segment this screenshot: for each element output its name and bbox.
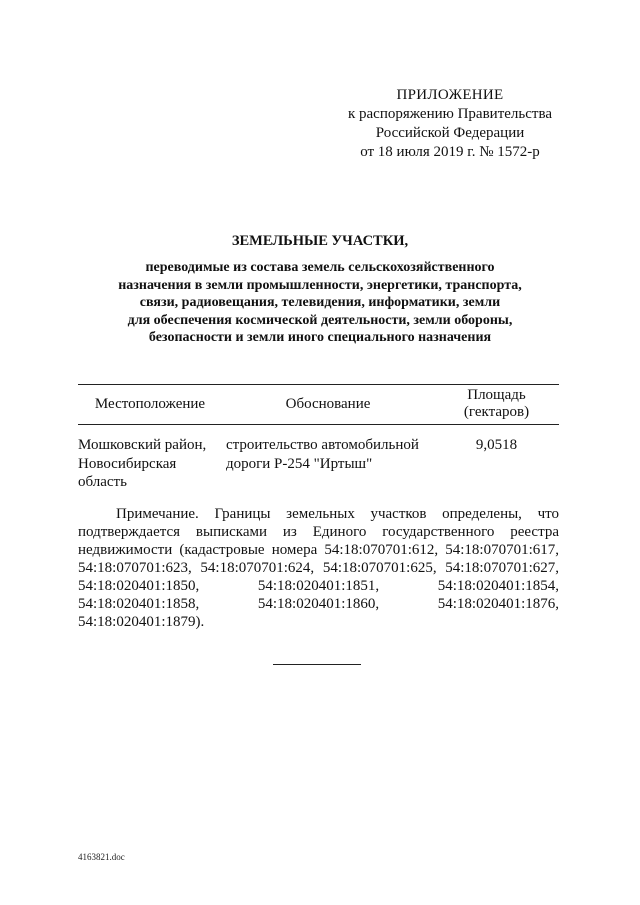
document-heading xyxy=(60,233,580,347)
file-name-footer: 4163821.doc xyxy=(78,852,125,862)
appendix-line-1: к распоряжению Правительства xyxy=(347,106,552,122)
basis-line-2: дороги Р-254 "Иртыш" xyxy=(226,455,373,472)
location-line-3: область xyxy=(78,474,127,490)
header-area-line-1: Площадь xyxy=(467,387,526,403)
heading-line-4: для обеспечения космической деятельности, земли обороны, xyxy=(127,312,513,328)
appendix-line-2: Российской Федерации xyxy=(375,125,525,141)
heading-line-3: связи, радиовещания, телевидения, информатики, земли xyxy=(139,295,501,310)
table-header-rule xyxy=(78,424,559,425)
cell-basis xyxy=(226,436,436,473)
note-paragraph: Примечание. Границы земельных участков определены, что подтверждается выписками из Единого государственного реестра недвижимости (кадастровые номера 54:18:070701:612, 54:18:070701:617, 54:18:070701:623, 54:18:070701:624, 54:18:070701:625, 54:18:070701:627, 54:18:020401:1850, 54:18:020401:1851, 54:18:020401:1854, 54:18:020401:1858, 54:18:020401:1860, 54:18:020401:1876, 54:18:020401:1879). xyxy=(78,506,559,630)
header-location: Местоположение xyxy=(94,395,206,412)
cell-area: 9,0518 xyxy=(475,437,518,453)
header-area xyxy=(434,384,559,424)
appendix-title: ПРИЛОЖЕНИЕ xyxy=(396,87,504,103)
heading-line-1: переводимые из состава земель сельскохозяйственного xyxy=(145,260,495,275)
basis-line-1: строительство автомобильной xyxy=(226,437,419,453)
end-separator-line xyxy=(273,664,361,665)
heading-line-2: назначения в земли промышленности, энергетики, транспорта, xyxy=(118,277,522,293)
cell-location xyxy=(78,436,218,492)
appendix-block xyxy=(330,86,570,162)
location-line-2: Новосибирская xyxy=(78,455,177,472)
heading-line-5: безопасности и земли иного специального назначения xyxy=(148,330,492,345)
header-area-line-2: (гектаров) xyxy=(463,404,530,420)
appendix-line-3: от 18 июля 2019 г. № 1572-р xyxy=(360,144,540,160)
heading-title: ЗЕМЕЛЬНЫЕ УЧАСТКИ, xyxy=(231,233,409,249)
location-line-1: Мошковский район, xyxy=(78,437,207,453)
header-basis: Обоснование xyxy=(285,395,371,412)
